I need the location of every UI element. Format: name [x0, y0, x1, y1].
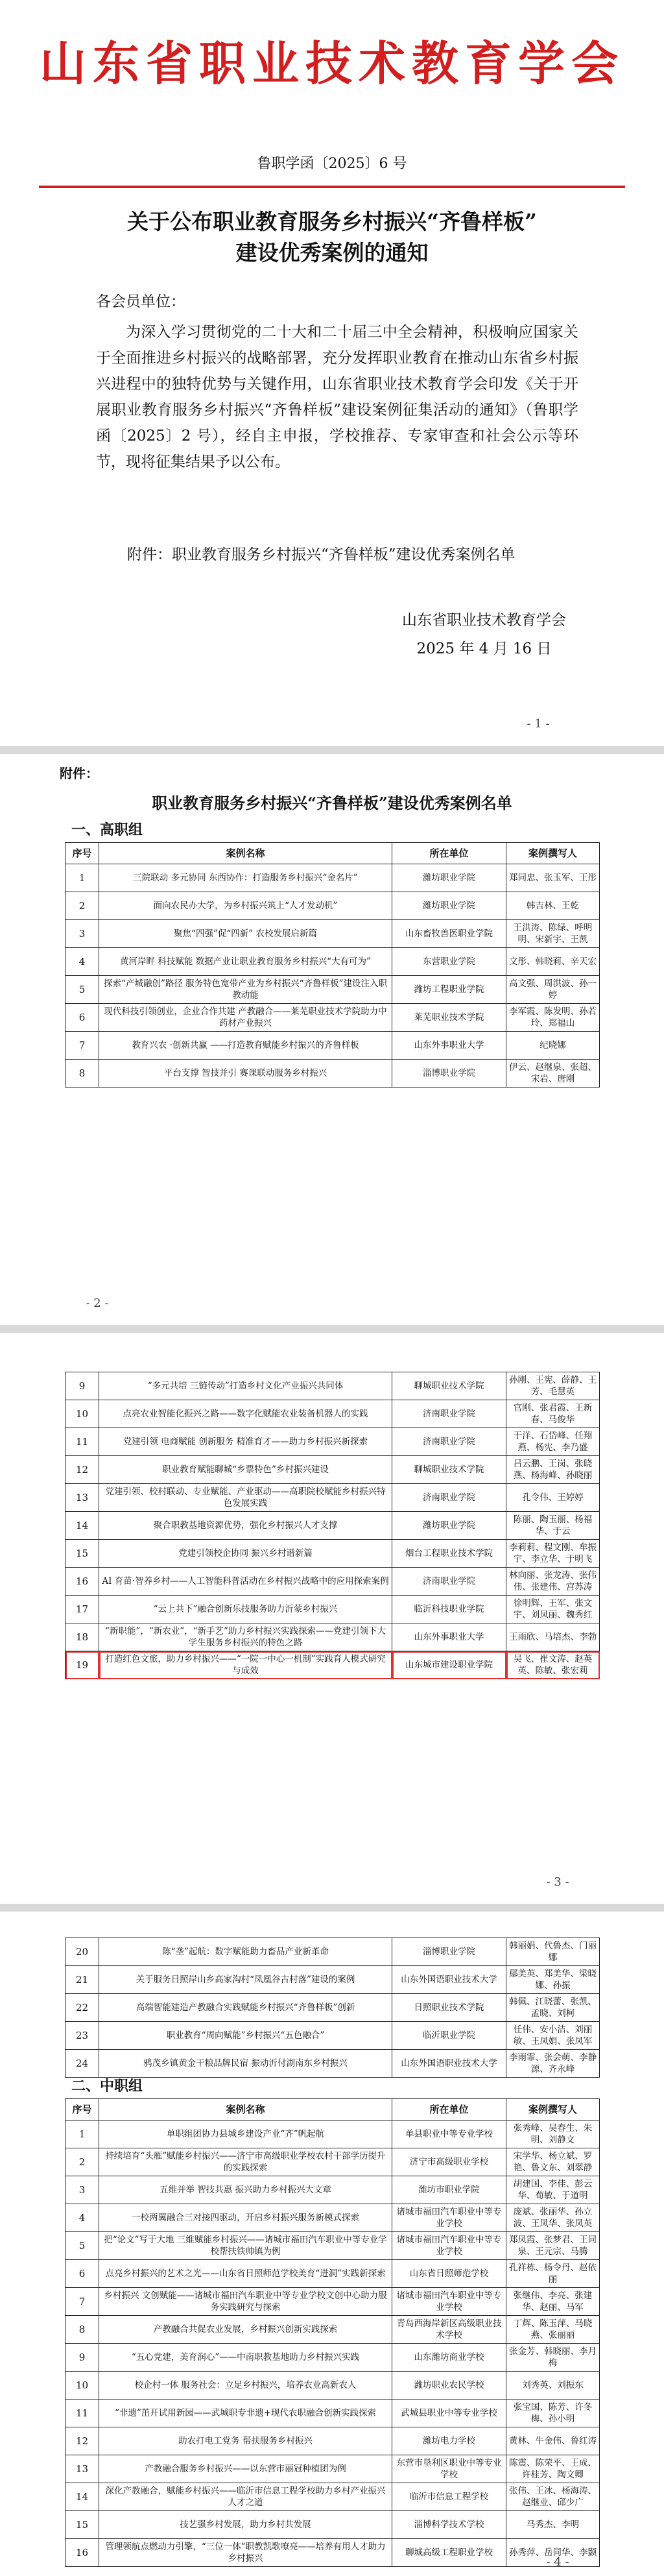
row-number: 1: [65, 864, 99, 892]
case-authors: 韩丽娟、代鲁杰、门丽娜: [506, 1938, 600, 1966]
list-title: 职业教育服务乡村振兴“齐鲁样板”建设优秀案例名单: [152, 794, 512, 812]
case-name: 探索“产城融创”路径 服务特色宽带产业为乡村振兴“齐鲁样板”建设注入职教动能: [99, 976, 392, 1004]
case-table-secondary: [65, 2098, 600, 2567]
table-row: [65, 2316, 600, 2344]
case-name: 打造红色文旅，助力乡村振兴——“一院一中心一机制”实践育人模式研究与成效: [99, 1651, 392, 1679]
table-row: [65, 2483, 600, 2511]
case-name: 产教融合服务乡村振兴——以东营市丽冠种植团为例: [99, 2455, 392, 2483]
list-page-2: [0, 754, 664, 1325]
row-number: 19: [65, 1651, 99, 1679]
page-number: - 4 -: [546, 2555, 569, 2569]
unit-name: 东营职业学院: [392, 948, 506, 976]
table-row: [65, 1060, 600, 1088]
case-name: 深化产教融合，赋能乡村振兴——临沂市信息工程学校助力乡村产业振兴人才之道: [99, 2483, 392, 2511]
case-authors: 陈丽、陶玉丽、杨福华、于云: [506, 1512, 600, 1540]
notice-title-line1: 关于公布职业教育服务乡村振兴“齐鲁样板”: [127, 209, 537, 234]
case-authors: 孔祥栋、杨令丹、赵依丽: [506, 2260, 600, 2288]
case-name: 职业教育“周向赋能”乡村振兴“五色融合”: [99, 2022, 392, 2050]
header-no: 序号: [65, 2099, 99, 2120]
unit-name: 潍坊市职业学院: [392, 2176, 506, 2204]
case-name: “多元共培 三链传动”打造乡村文化产业振兴共同体: [99, 1372, 392, 1400]
table-row: [65, 2400, 600, 2427]
table-row: [65, 2260, 600, 2288]
table-row: [65, 1994, 600, 2022]
table-row: [65, 2372, 600, 2400]
case-name: 党建引领 电商赋能 创新服务 精准育才——助力乡村振兴新探索: [99, 1428, 392, 1456]
case-authors: 王雨欣、马培杰、李勃: [506, 1623, 600, 1651]
table-row: [65, 2050, 600, 2078]
unit-name: 临沂科技职业学院: [392, 1596, 506, 1623]
case-name: 三院联动 多元协同 东西协作：打造服务乡村振兴“金名片”: [99, 864, 392, 892]
case-authors: 伊云、赵继泉、张超、宋岩、唐刚: [506, 1060, 600, 1088]
case-authors: 陈震、陈荣平、王成、许桂芳、陶文卿: [506, 2455, 600, 2483]
row-number: 4: [65, 2204, 99, 2232]
case-authors: 马秀杰、李明: [506, 2511, 600, 2539]
unit-name: 青岛西海岸新区高级职业技术学校: [392, 2316, 506, 2344]
case-authors: 高文强、周洪波、孙一婷: [506, 976, 600, 1004]
list-page-4: [0, 1912, 664, 2576]
unit-name: 潍坊职业学院: [392, 1512, 506, 1540]
case-authors: 刘秀英、刘振东: [506, 2372, 600, 2400]
row-number: 12: [65, 1456, 99, 1484]
table-row: [65, 2511, 600, 2539]
case-name: 教育兴农 ·创新共赢 ——打造教育赋能乡村振兴的齐鲁样板: [99, 1032, 392, 1060]
row-number: 13: [65, 1484, 99, 1512]
case-name: 面向农民办大学，为乡村振兴筑上“人才发动机”: [99, 892, 392, 920]
table-row: [65, 2176, 600, 2204]
table-row: [65, 1938, 600, 1966]
unit-name: 济南职业学院: [392, 1568, 506, 1596]
table-row: [65, 920, 600, 948]
attachment-label: 附件：: [60, 766, 99, 781]
header-no: 序号: [65, 843, 99, 864]
row-number: 14: [65, 2483, 99, 2511]
table-row: [65, 2455, 600, 2483]
case-name: “新职能”，“新农业”，“新手艺”助力乡村振兴实践探索——党建引领下大学生服务乡村振兴的特色之路: [99, 1623, 392, 1651]
case-name: 乡村振兴 文创赋能——诸城市福田汽车职业中等专业学校文创中心助力服务实践研究与探索: [99, 2288, 392, 2316]
table-row: [65, 976, 600, 1004]
row-number: 15: [65, 1540, 99, 1568]
header-authors: 案例撰写人: [506, 2099, 600, 2120]
case-name: 聚焦“四强”促“四新” 农校发展启新篇: [99, 920, 392, 948]
row-number: 21: [65, 1966, 99, 1994]
row-number: 20: [65, 1938, 99, 1966]
case-authors: 庞斌、张丽华、孙立波、王凤华、张凤英: [506, 2204, 600, 2232]
section-secondary-vocational: 二、中职组: [71, 2078, 143, 2095]
case-name: 鸦茂乡镇黄金干粮品牌民宿 振动沂付湖南东乡村振兴: [99, 2050, 392, 2078]
section-higher-vocational: 一、高职组: [71, 822, 143, 838]
unit-name: 武城县职业中等专业学校: [392, 2400, 506, 2427]
case-name: 高端智能建造产教融合实践赋能乡村振兴“齐鲁样板”创新: [99, 1994, 392, 2022]
unit-name: 淄博职业学院: [392, 1938, 506, 1966]
case-authors: 孔令伟、王婷婷: [506, 1484, 600, 1512]
case-authors: 胡建国、李佳、彭云华、荀敏、于道明: [506, 2176, 600, 2204]
row-number: 12: [65, 2427, 99, 2455]
row-number: 7: [65, 1032, 99, 1060]
table-row: [65, 2022, 600, 2050]
case-name: 点亮农业智能化振兴之路——数字化赋能农业装备机器人的实践: [99, 1400, 392, 1428]
document-number: 鲁职学函〔2025〕6 号: [257, 156, 407, 172]
row-number: 10: [65, 1400, 99, 1428]
case-name: 管理领航点燃动力引擎，“三位一体”职教凯歌嘹亮——培养有用人才助力乡村振兴: [99, 2539, 392, 2567]
case-table-higher-part3: [65, 1938, 600, 2078]
case-name: 单职组团协力县城乡建设产业“齐”帆起航: [99, 2120, 392, 2148]
unit-name: 潍坊职业学院: [392, 864, 506, 892]
case-name: 一校两翼融合三对接四驱动，开启乡村振兴服务新模式探索: [99, 2204, 392, 2232]
table-row: [65, 2427, 600, 2455]
case-authors: 孙刚、王宪、薛静、王芳、毛慧英: [506, 1372, 600, 1400]
row-number: 6: [65, 1004, 99, 1032]
case-authors: 丁辉、陈玉萍、马晓燕、张丽丽: [506, 2316, 600, 2344]
page-number: - 2 -: [86, 1296, 109, 1310]
table-row: [65, 1456, 600, 1484]
case-name: 把“论文”写于大地 三维赋能乡村振兴——诸城市福田汽车职业中等专业学校帮扶铁帅镇为例: [99, 2232, 392, 2260]
table-row: [65, 1966, 600, 1994]
unit-name: 济南职业学院: [392, 1400, 506, 1428]
unit-name: 东营市垦利区职业中等专业学校: [392, 2455, 506, 2483]
case-authors: 林向丽、张龙涛、张伟伟、张建伟、宫苏涛: [506, 1568, 600, 1596]
row-number: 2: [65, 2148, 99, 2176]
case-name: 关于服务日照岸山乡高家沟村“凤凰谷古村落”建设的案例: [99, 1966, 392, 1994]
unit-name: 山东潍坊商业学校: [392, 2344, 506, 2372]
case-name: 党建引领校企协同 振兴乡村谱新篇: [99, 1540, 392, 1568]
red-divider: [39, 186, 625, 188]
row-number: 13: [65, 2455, 99, 2483]
org-header-title: 山东省职业技术教育学会: [39, 36, 624, 91]
case-authors: 张金芳、韩晓丽、李月梅: [506, 2344, 600, 2372]
unit-name: 山东外国语职业技术大学: [392, 2050, 506, 2078]
table-row: [65, 1400, 600, 1428]
case-authors: 李军霞、陈发明、孙若玲、郑福山: [506, 1004, 600, 1032]
case-name: 技艺强乡村发展，助力乡村共发展: [99, 2511, 392, 2539]
case-table-higher-part1: [65, 842, 600, 1088]
row-number: 3: [65, 920, 99, 948]
case-authors: 吕云鹏、王岗、张晓燕、杨海峰、孙晓丽: [506, 1456, 600, 1484]
case-authors: 于洋、石岱峰、任翔燕、杨宪、李乃盛: [506, 1428, 600, 1456]
unit-name: 潍坊职业农民学校: [392, 2372, 506, 2400]
unit-name: 聊城职业技术学院: [392, 1456, 506, 1484]
case-authors: 张宝国、陈芳、许冬梅、孙小明: [506, 2400, 600, 2427]
case-authors: 张继伟、李亮、张建华、赵丽、马军: [506, 2288, 600, 2316]
unit-name: 潍坊工程职业学院: [392, 976, 506, 1004]
row-number: 23: [65, 2022, 99, 2050]
unit-name: 山东外国语职业技术大学: [392, 1966, 506, 1994]
case-authors: 郑同忠、张玉军、王彤: [506, 864, 600, 892]
case-authors: 宋学华、杨立斌、罗艳、鲁文东、刘翠静: [506, 2148, 600, 2176]
row-number: 8: [65, 2316, 99, 2344]
case-authors: 官刚、张君霞、王新春、马俊华: [506, 1400, 600, 1428]
list-page-3: [0, 1333, 664, 1904]
unit-name: 临沂职业学院: [392, 2022, 506, 2050]
notice-page: [0, 0, 664, 746]
row-number: 8: [65, 1060, 99, 1088]
unit-name: 日照职业技术学院: [392, 1994, 506, 2022]
table-row: [65, 1623, 600, 1651]
case-name: 陈“垄”起航：数字赋能助力畜品产业新革命: [99, 1938, 392, 1966]
row-number: 14: [65, 1512, 99, 1540]
salutation: 各会员单位：: [96, 293, 185, 310]
case-name: 产教融合共促农业发展，乡村振兴创新实践探索: [99, 2316, 392, 2344]
table-row: [65, 1540, 600, 1568]
table-row: [65, 1512, 600, 1540]
row-number: 10: [65, 2372, 99, 2400]
case-name: 党建引领、校村联动、专业赋能、产业驱动——高职院校赋能乡村振兴特色发展实践: [99, 1484, 392, 1512]
header-authors: 案例撰写人: [506, 843, 600, 864]
row-number: 5: [65, 976, 99, 1004]
row-number: 2: [65, 892, 99, 920]
table-row: [65, 2344, 600, 2372]
case-authors: 韩吉林、王乾: [506, 892, 600, 920]
case-name: 聚合职教基地资源优势，强化乡村振兴人才支撑: [99, 1512, 392, 1540]
page-number: - 1 -: [527, 717, 550, 731]
case-name: 点亮乡村振兴的艺术之光——山东省日照师范学校美育“进洞”实践新探索: [99, 2260, 392, 2288]
row-number: 11: [65, 1428, 99, 1456]
row-number: 7: [65, 2288, 99, 2316]
row-number: 1: [65, 2120, 99, 2148]
table-row: [65, 2232, 600, 2260]
header-case: 案例名称: [99, 2099, 392, 2120]
notice-title-line2: 建设优秀案例的通知: [235, 240, 429, 265]
row-number: 3: [65, 2176, 99, 2204]
row-number: 16: [65, 1568, 99, 1596]
header-unit: 所在单位: [392, 843, 506, 864]
unit-name: 临沂市信息工程学校: [392, 2483, 506, 2511]
unit-name: 烟台工程职业技术学院: [392, 1540, 506, 1568]
case-name: 现代科技引领创业，企业合作共建 产教融合——莱芜职业技术学院助力中药材产业振兴: [99, 1004, 392, 1032]
row-number: 6: [65, 2260, 99, 2288]
signature-date: 2025 年 4 月 16 日: [416, 640, 552, 657]
case-table-higher-part2: [65, 1372, 600, 1679]
unit-name: 济南职业学院: [392, 1484, 506, 1512]
case-name: 职业教育赋能聊城“乡票特色”乡村振兴建设: [99, 1456, 392, 1484]
case-authors: 李莉莉、程文刚、牟振宇、李立华、于明飞: [506, 1540, 600, 1568]
case-authors: 张秀峰、吴春生、朱明、刘静文: [506, 2120, 600, 2148]
unit-name: 淄博科学技术学校: [392, 2511, 506, 2539]
row-number: 24: [65, 2050, 99, 2078]
header-unit: 所在单位: [392, 2099, 506, 2120]
unit-name: 诸城市福田汽车职业中等专业学校: [392, 2232, 506, 2260]
case-name: 助农打电工党务 帮扶服务乡村振兴: [99, 2427, 392, 2455]
table-row: [65, 948, 600, 976]
row-number: 4: [65, 948, 99, 976]
row-number: 11: [65, 2400, 99, 2427]
case-name: “五心党建，美育润心”——中南职教基地助力乡村振兴实践: [99, 2344, 392, 2372]
signature-block: [402, 606, 566, 663]
unit-name: 山东城市建设职业学院: [392, 1651, 506, 1679]
unit-name: 聊城高级工程职业学校: [392, 2539, 506, 2567]
unit-name: 山东外事职业大学: [392, 1623, 506, 1651]
unit-name: 济南职业学院: [392, 1428, 506, 1456]
case-authors: 纪晓娜: [506, 1032, 600, 1060]
case-authors: 吴飞、崔文涛、赵英英、陈敏、张宏莉: [506, 1651, 600, 1679]
case-authors: 徐明辉、王军、张文宇、刘凤丽、魏秀红: [506, 1596, 600, 1623]
row-number: 15: [65, 2511, 99, 2539]
unit-name: 潍坊电力学校: [392, 2427, 506, 2455]
case-name: 黄河岸畔 科技赋能 数据产业让职业教育服务乡村振兴“大有可为”: [99, 948, 392, 976]
row-number: 5: [65, 2232, 99, 2260]
unit-name: 济宁市高级职业学校: [392, 2148, 506, 2176]
table-row: [65, 1484, 600, 1512]
case-authors: 郑凤霞、张梦君、王同泉、王元宗、马腾: [506, 2232, 600, 2260]
page-number: - 3 -: [546, 1875, 569, 1889]
unit-name: 山东畜牧兽医职业学院: [392, 920, 506, 948]
case-authors: 孙秀萍、岳同华、李颢: [506, 2539, 600, 2567]
table-row: [65, 2120, 600, 2148]
unit-name: 潍坊职业学院: [392, 892, 506, 920]
table-row: [65, 1428, 600, 1456]
notice-title: [0, 206, 664, 269]
unit-name: 山东外事职业大学: [392, 1032, 506, 1060]
table-row: [65, 1372, 600, 1400]
table-row: [65, 892, 600, 920]
row-number: 18: [65, 1623, 99, 1651]
row-number: 9: [65, 2344, 99, 2372]
table-row: [65, 864, 600, 892]
case-authors: 任伟、安小洁、刘丽敏、王凤娟、张凤军: [506, 2022, 600, 2050]
case-authors: 文彤、韩晓莉、辛天宏: [506, 948, 600, 976]
case-name: 持续培育“头雁”赋能乡村振兴——济宁市高级职业学校农村干部学历提升的实践探索: [99, 2148, 392, 2176]
case-name: 平台支撑 智技并引 赛课联动服务乡村振兴: [99, 1060, 392, 1088]
case-name: 五维并举 智技共惠 振兴助力乡村振兴大文章: [99, 2176, 392, 2204]
unit-name: 诸城市福田汽车职业中等专业学校: [392, 2288, 506, 2316]
signature-org: 山东省职业技术教育学会: [402, 612, 566, 629]
table-row: [65, 1032, 600, 1060]
table-row: [65, 2288, 600, 2316]
row-number: 17: [65, 1596, 99, 1623]
table-row: [65, 1004, 600, 1032]
case-authors: 王洪涛、陈绿、呼明明、宋新宇、王凯: [506, 920, 600, 948]
unit-name: 单县职业中等专业学校: [392, 2120, 506, 2148]
case-name: “非遗”茁开试用新园——武城职专非遗+现代农职融合创新实践探索: [99, 2400, 392, 2427]
case-authors: 黄林、牛金伟、鲁红涛: [506, 2427, 600, 2455]
table-row: [65, 1651, 600, 1679]
attachment-note: 附件：职业教育服务乡村振兴“齐鲁样板”建设优秀案例名单: [127, 546, 516, 563]
table-row: [65, 2148, 600, 2176]
case-authors: 李雨霏、张会萌、李静源、齐永峰: [506, 2050, 600, 2078]
case-authors: 张伟、王冰、杨海涛、赵继业、邱少广: [506, 2483, 600, 2511]
table-row: [65, 1596, 600, 1623]
notice-body: 为深入学习贯彻党的二十大和二十届三中全会精神，积极响应国家关于全面推进乡村振兴的战略部署，充分发挥职业教育在推动山东省乡村振兴进程中的独特优势与关键作用，山东省职业技术教育学会印发《关于开展职业教育服务乡村振兴“齐鲁样板”建设案例征集活动的通知》（鲁职学函〔2025〕2 号），经自主申报，学校推荐、专家审查和社会公示等环节，现将征集结果予以公布。: [96, 324, 578, 470]
unit-name: 莱芜职业技术学院: [392, 1004, 506, 1032]
table-row: [65, 2204, 600, 2232]
unit-name: 淄博职业学院: [392, 1060, 506, 1088]
case-authors: 鄢美英、郑美华、梁晓娜、孙振: [506, 1966, 600, 1994]
row-number: 9: [65, 1372, 99, 1400]
unit-name: 诸城市福田汽车职业中等专业学校: [392, 2204, 506, 2232]
case-authors: 韩佩、江晓蕾、张凯、孟晓、刘柯: [506, 1994, 600, 2022]
unit-name: 聊城职业技术学院: [392, 1372, 506, 1400]
row-number: 16: [65, 2539, 99, 2567]
row-number: 22: [65, 1994, 99, 2022]
header-case: 案例名称: [99, 843, 392, 864]
case-name: 校企村一体 服务社会：立足乡村振兴，培养农业高新农人: [99, 2372, 392, 2400]
unit-name: 山东省日照师范学校: [392, 2260, 506, 2288]
case-name: “云上共下”融合创新乐技服务助力沂蒙乡村振兴: [99, 1596, 392, 1623]
case-name: AI 育苗·智养乡村——人工智能科普活动在乡村振兴战略中的应用探索案例: [99, 1568, 392, 1596]
table-row: [65, 1568, 600, 1596]
